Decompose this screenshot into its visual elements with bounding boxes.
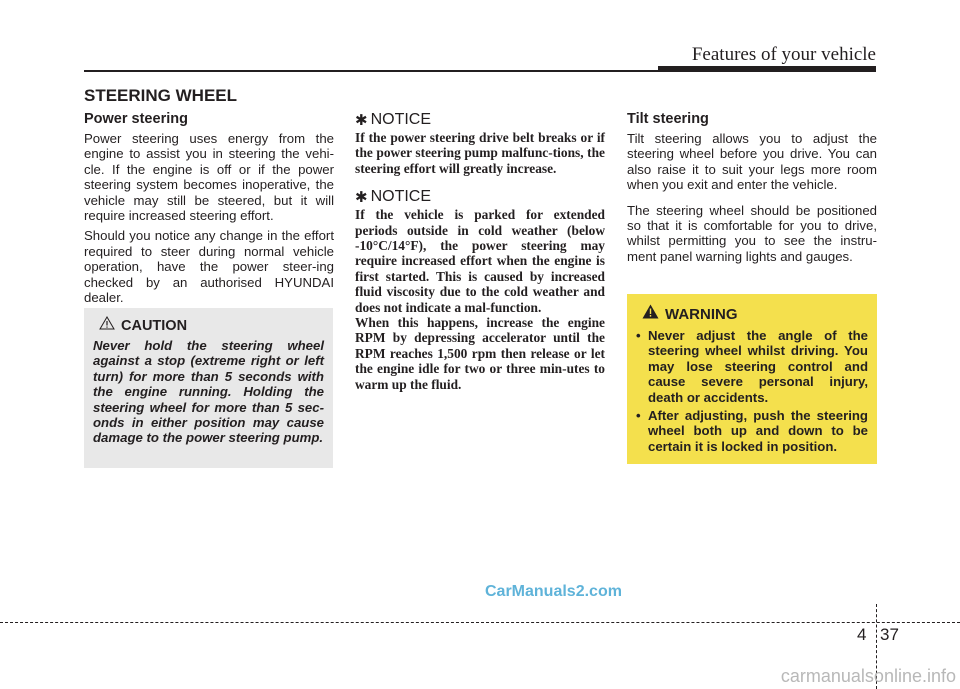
caution-text: Never hold the steering wheel against a stop (extreme right or left turn) for more than 5 seconds with the engine running. Holding the steering wheel for more than 5 sec-onds in either position may cause damage to the power steering pump.: [93, 338, 324, 446]
warning-item: [636, 328, 868, 405]
footer-credit: carmanualsonline.info: [780, 666, 956, 686]
notice-star-icon: ✱: [355, 112, 368, 129]
section-title: STEERING WHEEL: [84, 86, 238, 105]
notice-star-icon: ✱: [355, 189, 368, 207]
warning-list: [636, 328, 868, 454]
bullet-icon: •: [636, 328, 641, 343]
footer-rule: [0, 622, 960, 623]
warning-item: [636, 408, 868, 454]
header-rule-accent: [658, 66, 876, 72]
column-power-steering: [84, 111, 334, 310]
warning-label: WARNING: [665, 305, 738, 323]
power-steering-paragraph: Should you notice any change in the effort required to steer during normal vehicle operation, have the power steer-ing checked by an authorised HYUNDAI dealer.: [84, 228, 334, 306]
tilt-steering-paragraph: The steering wheel should be positioned so that it is comfortable for you to drive, whilst permitting you to see the instru-ment panel warning lights and gauges.: [627, 202, 877, 264]
notice-label: NOTICE: [370, 111, 432, 128]
warning-header: [642, 304, 868, 324]
page-header-title: Features of your vehicle: [691, 44, 876, 65]
notice-label: NOTICE: [370, 188, 432, 206]
caution-box: [84, 308, 333, 468]
power-steering-heading: Power steering: [84, 111, 188, 127]
watermark-link[interactable]: CarManuals2.com: [485, 583, 622, 600]
tilt-steering-heading: Tilt steering: [627, 111, 709, 127]
warning-item-text: After adjusting, push the steering wheel both up and down to be certain it is locked in position.: [648, 408, 868, 454]
notice-text-continued: When this happens, increase the engine RPM by depressing accelerator until the RPM reaches 1,500 rpm then release or let the engine idle for two or three min-utes to warm up the fluid.: [355, 315, 605, 392]
warning-item-text: Never adjust the angle of the steering wheel whilst driving. You may lose steering control and cause severe personal injury, death or accidents.: [648, 328, 868, 405]
notice-text: If the power steering drive belt breaks or if the power steering pump malfunc-tions, the steering effort will greatly increase.: [355, 130, 605, 176]
warning-box: [627, 294, 877, 464]
tilt-steering-paragraph: Tilt steering allows you to adjust the steering wheel before you drive. You can also raise it to suit your legs more room when you exit and enter the vehicle.: [627, 131, 877, 193]
page-number: 37: [880, 625, 899, 644]
column-notices: [355, 111, 605, 404]
power-steering-paragraph: Power steering uses energy from the engine to assist you in steering the vehi-cle. If the engine is off or if the power steering system becomes inoperative, the vehicle may still be steered, but it will require increased steering effort.: [84, 131, 334, 224]
warning-triangle-icon: [642, 304, 659, 324]
bullet-icon: •: [636, 408, 641, 424]
caution-header: [99, 316, 324, 335]
caution-triangle-icon: [99, 316, 115, 335]
caution-label: CAUTION: [121, 317, 188, 334]
column-tilt-steering: [627, 111, 877, 269]
notice-title: [355, 111, 605, 129]
notice-title: [355, 188, 605, 206]
chapter-number: 4: [857, 625, 867, 644]
notice-text: If the vehicle is parked for extended periods outside in cold weather (below -10°C/14°F), the power steering may require increased effort when the engine is first started. This is caused by increased fluid viscosity due to the cold weather and does not indicate a mal-function.: [355, 207, 605, 315]
